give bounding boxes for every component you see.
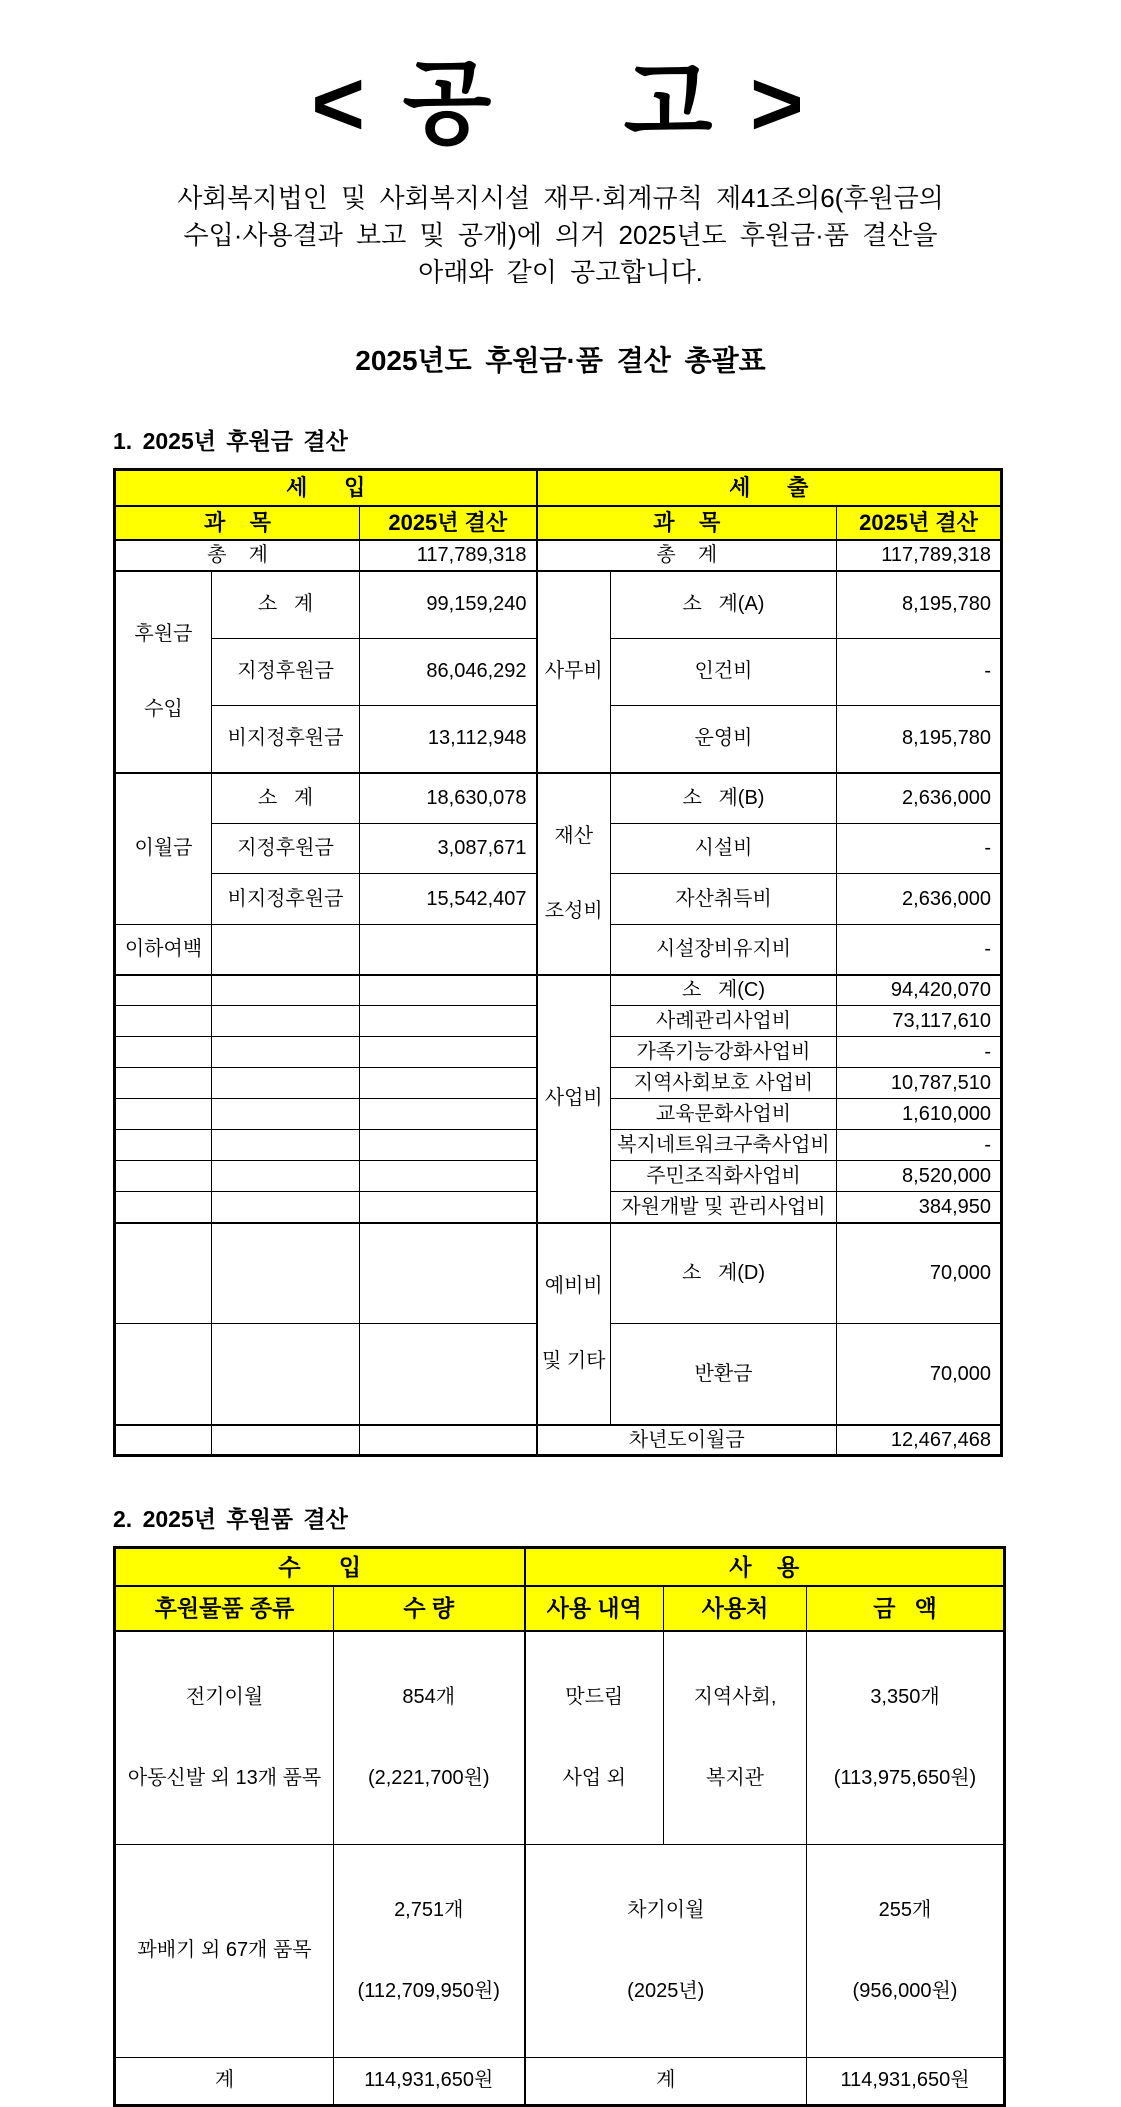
notice-body-line: 사회복지법인 및 사회복지시설 재무·회계규칙 제41조의6(후원금의 [177,183,944,214]
donation-money-table [113,468,1003,1457]
empty-cell [212,924,360,975]
usage-cell [525,1844,807,2057]
empty-cell [212,975,360,1006]
cell-line: 255개 [878,1898,932,1921]
empty-cell [360,1068,537,1099]
empty-cell [115,1161,212,1192]
cell-line: 전기이월 [185,1685,264,1708]
qty-cell [334,1631,525,1845]
value-cell: 1,610,000 [837,1099,1002,1130]
empty-cell [212,1425,360,1456]
table-row [115,773,1002,824]
notice-page [0,53,1121,2092]
amount-cell: 114,931,650원 [807,2057,1005,2105]
item-cell: 자산취득비 [611,874,837,925]
group-label: 예비비 [544,1274,603,1297]
value-cell: - [837,638,1002,705]
table-row [115,1586,1005,1631]
header-cell: 과 목 [537,506,837,540]
group-cell: 사무비 [537,571,611,773]
empty-cell [115,1324,212,1425]
empty-cell [360,1324,537,1425]
empty-cell [212,1006,360,1037]
empty-cell [115,1037,212,1068]
empty-cell [115,1192,212,1223]
header-cell: 2025년 결산 [360,506,537,540]
item-cell: 지역사회보호 사업비 [611,1068,837,1099]
value-cell: 13,112,948 [360,706,537,773]
table-row [115,540,1002,571]
header-cell: 2025년 결산 [837,506,1002,540]
empty-cell [212,1192,360,1223]
header-cell: 수 량 [334,1586,525,1631]
empty-cell [115,1006,212,1037]
cell-line: 사업 외 [562,1766,627,1789]
header-cell: 사용처 [664,1586,807,1631]
empty-cell [115,975,212,1006]
value-cell: 70,000 [837,1324,1002,1425]
value-cell: 73,117,610 [837,1006,1002,1037]
empty-cell [115,1099,212,1130]
empty-cell [360,1223,537,1324]
value-cell: 86,046,292 [360,638,537,705]
empty-cell [115,1425,212,1456]
cell-line: 차기이월 [627,1898,705,1921]
value-cell: 12,467,468 [837,1425,1002,1456]
income-header-cell: 수 입 [115,1548,525,1586]
cell-line: (2025년) [627,1979,705,2002]
value-cell: 3,087,671 [360,823,537,874]
notice-title: < 공 고 > [311,53,810,155]
value-cell: 2,636,000 [837,874,1002,925]
usage-cell: 계 [525,2057,807,2105]
usage-header-cell: 사 용 [525,1548,1005,1586]
empty-cell [360,1099,537,1130]
empty-cell [212,1037,360,1068]
table-row [115,975,1002,1006]
cell-line: 854개 [402,1685,456,1708]
item-cell: 사례관리사업비 [611,1006,837,1037]
empty-cell [212,1161,360,1192]
value-cell: 2,636,000 [837,773,1002,824]
notice-body-line: 아래와 같이 공고합니다. [418,257,703,288]
value-cell: 99,159,240 [360,571,537,638]
value-cell: 15,542,407 [360,874,537,925]
header-cell: 사용 내역 [525,1586,664,1631]
empty-cell [360,1130,537,1161]
section1-heading: 1. 2025년 후원금 결산 [113,428,348,455]
value-cell: 8,195,780 [837,571,1002,638]
group-label: 조성비 [544,899,603,922]
empty-cell [360,1192,537,1223]
header-cell: 과 목 [115,506,360,540]
item-cell: 비지정후원금 [212,874,360,925]
header-cell: 금 액 [807,1586,1005,1631]
item-cell: 운영비 [611,706,837,773]
item-cell: 소 계(C) [611,975,837,1006]
qty-cell [334,1844,525,2057]
donation-goods-table [113,1546,1006,2107]
table-row [115,470,1002,506]
cell-line: 2,751개 [394,1898,464,1921]
kind-cell [115,1631,334,1845]
value-cell: 117,789,318 [837,540,1002,571]
item-cell: 소 계 [212,773,360,824]
value-cell: 8,520,000 [837,1161,1002,1192]
cell-line: (2,221,700원) [367,1766,490,1789]
item-cell: 지정후원금 [212,638,360,705]
empty-cell [212,1223,360,1324]
notice-body [0,180,1121,291]
empty-cell [212,1099,360,1130]
value-cell: 94,420,070 [837,975,1002,1006]
item-cell: 인건비 [611,638,837,705]
group-cell [537,773,611,975]
cell-line: 복지관 [706,1766,764,1789]
cell-line: (113,975,650원) [833,1766,977,1789]
item-cell: 복지네트워크구축사업비 [611,1130,837,1161]
table-row [115,571,1002,638]
empty-cell [360,1161,537,1192]
table-row [115,1223,1002,1324]
filler-cell: 이하여백 [115,924,212,975]
item-cell: 지정후원금 [212,823,360,874]
revenue-header-cell: 세 입 [115,470,537,506]
table-row [115,1425,1002,1456]
item-cell: 소 계(B) [611,773,837,824]
cell-line: (112,709,950원) [357,1979,500,2002]
group-cell: 사업비 [537,975,611,1223]
amount-cell [807,1631,1005,1845]
group-cell [537,1223,611,1425]
kind-cell: 계 [115,2057,334,2105]
value-cell: 8,195,780 [837,706,1002,773]
item-cell: 비지정후원금 [212,706,360,773]
item-cell: 주민조직화사업비 [611,1161,837,1192]
empty-cell [360,1037,537,1068]
table-row [115,1548,1005,1586]
empty-cell [360,975,537,1006]
value-cell: - [837,823,1002,874]
table-row [115,1631,1005,1845]
item-cell: 반환금 [611,1324,837,1425]
total-label-cell: 총 계 [115,540,360,571]
value-cell: 70,000 [837,1223,1002,1324]
amount-cell [807,1844,1005,2057]
empty-cell [360,1006,537,1037]
empty-cell [212,1324,360,1425]
value-cell: 18,630,078 [360,773,537,824]
item-cell: 소 계(A) [611,571,837,638]
value-cell: - [837,924,1002,975]
table-row [115,2057,1005,2105]
cell-line: 지역사회, [693,1685,777,1708]
table-row [115,506,1002,540]
item-cell: 소 계(D) [611,1223,837,1324]
cell-line: 3,350개 [870,1685,940,1708]
carryover-label-cell: 차년도이월금 [537,1425,837,1456]
item-cell: 시설비 [611,823,837,874]
value-cell: 117,789,318 [360,540,537,571]
cell-line: 맛드림 [565,1685,624,1708]
empty-cell [115,1068,212,1099]
item-cell: 가족기능강화사업비 [611,1037,837,1068]
expense-header-cell: 세 출 [537,470,1002,506]
kind-cell: 꽈배기 외 67개 품목 [115,1844,334,2057]
place-cell [664,1631,807,1845]
usage-cell [525,1631,664,1845]
empty-cell [212,1130,360,1161]
header-cell: 후원물품 종류 [115,1586,334,1631]
value-cell: - [837,1130,1002,1161]
qty-cell: 114,931,650원 [334,2057,525,2105]
section2-heading: 2. 2025년 후원품 결산 [113,1506,348,1533]
total-label-cell: 총 계 [537,540,837,571]
group-cell: 이월금 [115,773,212,925]
value-cell: 10,787,510 [837,1068,1002,1099]
item-cell: 소 계 [212,571,360,638]
group-cell [115,571,212,773]
empty-cell [212,1068,360,1099]
item-cell: 자원개발 및 관리사업비 [611,1192,837,1223]
group-label: 재산 [554,824,594,847]
notice-body-line: 수입·사용결과 보고 및 공개)에 의거 2025년도 후원금·품 결산을 [183,220,938,251]
empty-cell [115,1223,212,1324]
value-cell: 384,950 [837,1192,1002,1223]
empty-cell [360,924,537,975]
group-label: 수입 [144,697,183,720]
empty-cell [360,1425,537,1456]
item-cell: 교육문화사업비 [611,1099,837,1130]
empty-cell [115,1130,212,1161]
group-label: 및 기타 [541,1349,606,1372]
item-cell: 시설장비유지비 [611,924,837,975]
table-row [115,1844,1005,2057]
notice-subtitle: 2025년도 후원금·품 결산 총괄표 [355,345,766,377]
cell-line: (956,000원) [852,1979,958,2002]
group-label: 후원금 [134,622,193,645]
cell-line: 아동신발 외 13개 품목 [127,1766,322,1789]
value-cell: - [837,1037,1002,1068]
